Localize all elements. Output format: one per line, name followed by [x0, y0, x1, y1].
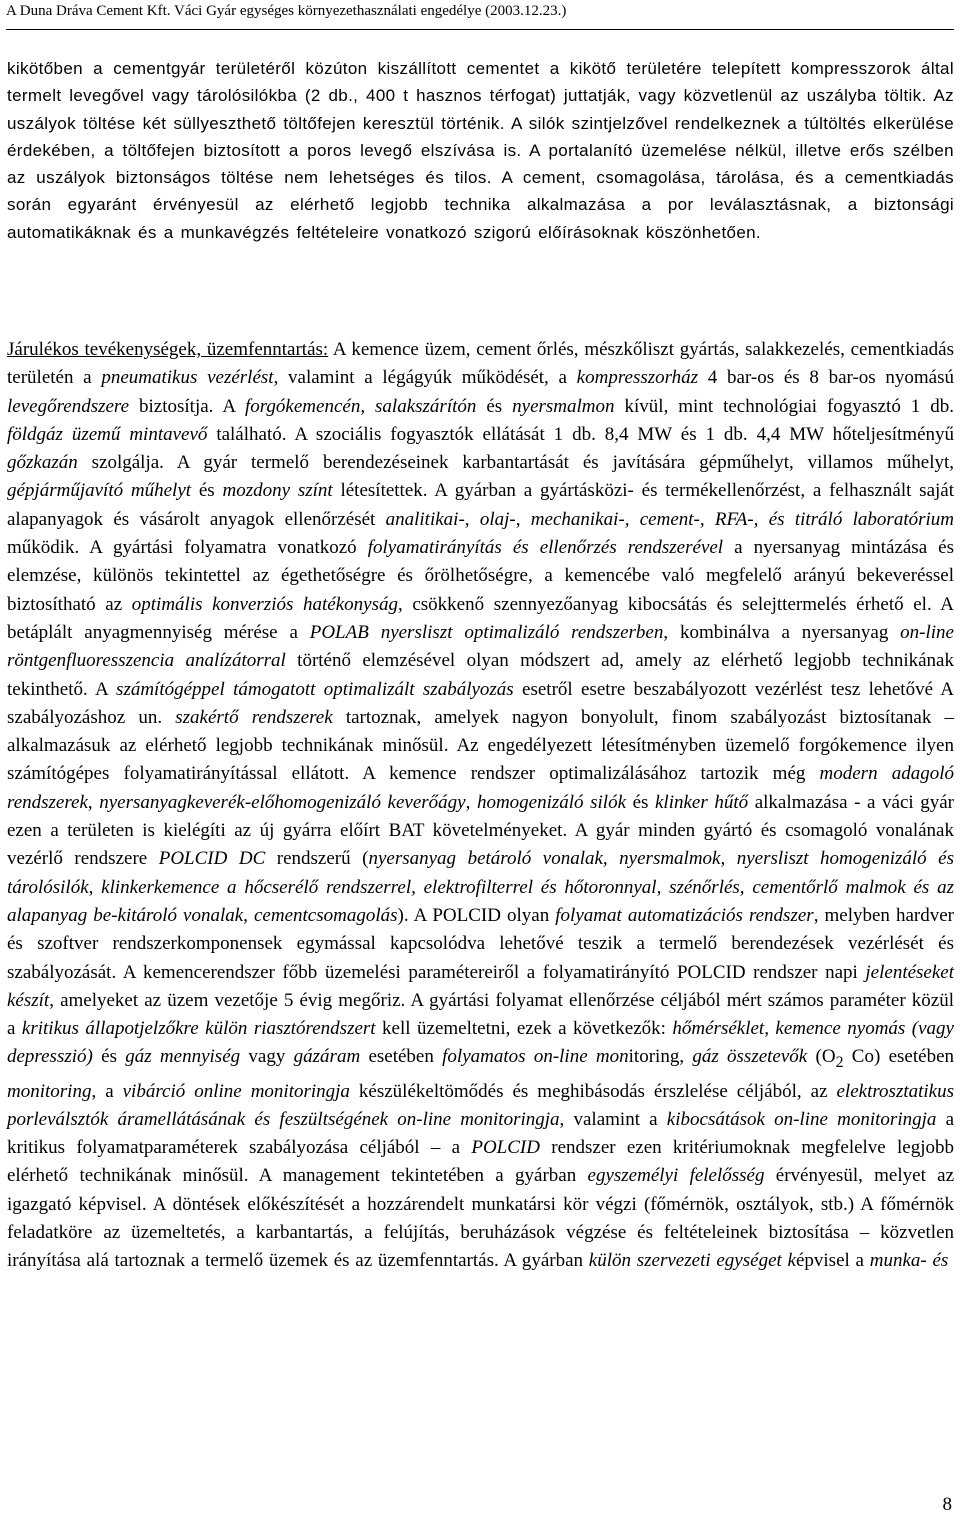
- section-heading: Járulékos tevékenységek, üzemfenntartás:: [7, 339, 329, 360]
- body-text: ,: [87, 791, 100, 813]
- body-text: esetében: [360, 1046, 443, 1068]
- section-paragraph: [7, 336, 954, 1276]
- body-text: 4 bar-os és 8 bar-os nyomású: [698, 367, 955, 389]
- body-text: a kritikus folyamatparaméterek szabályozása céljából – a: [7, 1108, 954, 1159]
- body-text: A kemence üzem, cement őrlés, mészkőliszt gyártás, salakkezelés, cementkiadás területén a: [7, 339, 954, 389]
- emphasis: nyersanyagkeverék-előhomogenizáló keverőágy: [99, 791, 466, 813]
- body-text: ,: [465, 791, 477, 813]
- body-text: , csökkenő szennyezőanyag kibocsátás és selejttermelés érhető el. A betáplált anyagmennyiség mérése a: [7, 593, 954, 643]
- body-text: Co) esetében: [843, 1046, 954, 1068]
- page-header: A Duna Dráva Cement Kft. Váci Gyár egységes környezethasználati engedélye (2003.12.23.): [6, 3, 567, 19]
- emphasis: gépjárműjavító műhelyt: [7, 480, 192, 502]
- emphasis: kibocsátások on-line monitoringja: [666, 1108, 937, 1130]
- body-text: a nyersanyag mintázása és elemzése, különös tekintettel az égethetőségre és őrölhetőségre, a kemencébe való megfelelő arányú bekeveréssel biztosítható az: [7, 537, 955, 615]
- emphasis: elektrosztatikus porleválsztók áramellátásának és feszültségének on-line monitoringja: [7, 1080, 954, 1130]
- body-text: kívül, mint technológiai fogyasztó 1 db.: [614, 395, 955, 417]
- body-text: , valamint a: [559, 1108, 667, 1130]
- emphasis: on-line röntgenfluoresszencia analízátorral: [7, 621, 954, 672]
- body-text: tartoznak, amelyek nagyon bonyolult, finom szabályozást biztosítanak – alkalmazásuk az elérhető legjobb technikának minősül. Az engedélyezett létesítményben üzemelő forgókemence ilyen számítógépes folyamatirányítással ellátott. A kemence rendszer optimalizálásához tartozik még: [7, 706, 955, 785]
- body-text: , amelyeket az üzem vezetője 5 évig megőriz. A gyártási folyamat ellenőrzése céljából mért számos paraméter közül a: [7, 989, 954, 1040]
- emphasis: számítógéppel támogatott optimalizált szabályozás: [116, 678, 514, 700]
- body-text: és: [92, 1046, 126, 1068]
- emphasis: mozdony színt: [222, 480, 333, 502]
- emphasis: külön szervezeti egységet: [588, 1250, 782, 1272]
- emphasis: k: [787, 1250, 796, 1272]
- body-text: , melyben hardver és szoftver rendszerkomponensek egymással kapcsolódva lehetővé teszik a termelő berendezések vezérlését és szabályozását. A kemencerendszer főbb üzemelési paramétereiről a folyamatirányító POLCID rendszer napi: [7, 904, 954, 983]
- body-text: történő elemzésével olyan módszert ad, amely az elérhető legjobb technikának tekinthető. A: [7, 650, 954, 700]
- body-text: biztosítja. A: [129, 395, 245, 417]
- emphasis: folyamatirányítás és ellenőrzés rendszerével: [367, 537, 724, 559]
- body-text: , a: [91, 1080, 123, 1102]
- emphasis: földgáz üzemű mintavevő: [7, 423, 208, 445]
- emphasis: forgókemencén, salakszárítón: [244, 395, 477, 417]
- body-text: és: [626, 791, 655, 813]
- emphasis: gáz mennyiség: [125, 1046, 241, 1068]
- body-text: épvisel a: [795, 1250, 870, 1272]
- emphasis: munka- és: [869, 1250, 949, 1272]
- body-text: érvényesül, melyet az igazgató képvisel. A döntések előkészítését a hozzárendelt munkatársi kör végzi (főmérnök, osztályok, stb.) A főmérnök feladatköre az üzemeltetés, a karbantartás, a felújítás, beruházások végzése és feltételeinek biztosítása – közvetlen irányítása alá tartoznak a termelő üzemek és az üzemfenntartás. A gyárban: [7, 1165, 955, 1272]
- body-text: és: [191, 480, 223, 502]
- page-number: 8: [942, 1494, 952, 1515]
- emphasis: levegőrendszere: [7, 395, 130, 417]
- intro-text-1: kikötőben a cementgyár területéről közúton kiszállított cementet a kikötő területére telepített kompresszorok által termelt levegővel vagy tárolósilókba (2 db., 400 t hasznos térfogat) juttatják, vagy közvetlenül az uszályba töltik. Az uszályok töltése két süllyeszthető töltőfejen keresztül történik. A silók szintjelzővel rendelkeznek a túltöltés elkerülése érdekében, a töltőfejen biztosított a poros levegő elszívása is. A portalanító üzemelése nélkül, illetve erős szélben az uszályok biztonságos töltése nem lehetséges és tilos.: [7, 59, 954, 188]
- emphasis: POLCID: [471, 1137, 540, 1159]
- body-text: létesítettek. A gyárban a gyártásközi- és termékellenőrzést, a felhasznált saját alapanyagok és vásárolt anyagok ellenőrzését: [7, 480, 954, 530]
- emphasis: homogenizáló silók: [476, 791, 627, 813]
- body-text: , valamint a légágyúk működését, a: [273, 367, 577, 389]
- emphasis: nyersmalmon: [512, 395, 615, 417]
- emphasis: POLCID DC: [158, 848, 266, 870]
- emphasis: analitikai-, olaj-, mechanikai-, cement-, RFA-, és titráló laboratórium: [385, 508, 954, 530]
- emphasis: gázáram: [293, 1046, 361, 1068]
- emphasis: nyersanyag betároló vonalak, nyersmalmok, nyersliszt homogenizáló és tárolósilók, klinkerkemence a hőcserélő rendszerrel, elektrofilterrel és hőtoronnyal, szénőrlés, cementőrlő malmok és az alapanyag be-kitároló vonalak, cementcsomagolás: [7, 848, 954, 926]
- emphasis: modern adagoló rendszerek: [7, 763, 954, 813]
- emphasis: POLAB nyersliszt optimalizáló rendszerben: [309, 621, 664, 643]
- body-text: és: [476, 395, 513, 417]
- emphasis: gőzkazán: [7, 452, 78, 474]
- header-rule: [6, 29, 954, 30]
- emphasis: szakértő rendszerek: [175, 706, 333, 728]
- body-text: rendszer ezen kritériumoknak megfelelve legjobb elérhető technikának minősül. A management tekintetében a gyárban: [7, 1137, 955, 1187]
- emphasis: kompresszorház: [576, 367, 699, 389]
- body-text: szolgálja. A gyár termelő berendezéseinek karbantartását és javítására gépműhelyt, villamos műhelyt,: [77, 452, 954, 474]
- body-text: , kombinálva a nyersanyag: [663, 621, 901, 643]
- body-text: működik. A gyártási folyamatra vonatkozó: [7, 537, 368, 559]
- emphasis: klinker hűtő: [655, 791, 749, 813]
- emphasis: pneumatikus vezérlést: [101, 367, 274, 389]
- body-text: esetről esetre beszabályozott vezérlést tesz lehetővé A szabályozáshoz un.: [7, 678, 955, 728]
- subscript: 2: [835, 1054, 844, 1072]
- emphasis: hőmérséklet, kemence nyomás (vagy depresszió): [7, 1018, 954, 1068]
- body-text: (O: [807, 1046, 836, 1068]
- body-text: ). A POLCID olyan: [397, 904, 556, 926]
- body-text: készülékeltömődés és meghibásodás érszlelése céljából, az: [349, 1080, 837, 1102]
- body-text: itoring,: [628, 1046, 693, 1068]
- emphasis: gáz összetevők: [692, 1046, 808, 1068]
- emphasis: vibárció online monitoringja: [122, 1080, 350, 1102]
- body-text: rendszerű (: [265, 848, 369, 870]
- emphasis: optimális konverziós hatékonyság: [131, 593, 398, 615]
- emphasis: folyamatos on-line mon: [442, 1046, 629, 1068]
- emphasis: folyamat automatizációs rendszer: [555, 904, 814, 926]
- emphasis: monitoring: [7, 1080, 92, 1102]
- emphasis: kritikus állapotjelzőkre külön riasztórendszert: [21, 1018, 376, 1040]
- body-text: kell üzemeltetni, ezek a következők:: [375, 1018, 673, 1040]
- emphasis: egyszemélyi felelősség: [587, 1165, 765, 1187]
- body-text: alkalmazása - a váci gyár ezen a területen is kielégíti az új gyárra előírt BAT követelményeket. A gyár minden gyártó és csomagoló vonalának vezérlő rendszere: [7, 791, 954, 870]
- emphasis: jelentéseket készít: [7, 961, 954, 1011]
- body-text: vagy: [240, 1046, 294, 1068]
- intro-text-2: A cement, csomagolása, tárolása, és a cementkiadás során egyaránt érvényesül az elérhető legjobb technika alkalmazása a por leválasztásnak, a biztonsági automatikáknak és a munkavégzés feltételeire vonatkozó szigorú előírásoknak köszönhetően.: [7, 168, 954, 242]
- body-text: található. A szociális fogyasztók ellátását 1 db. 8,4 MW és 1 db. 4,4 MW hőteljesítményű: [207, 423, 955, 445]
- intro-paragraph: [7, 55, 954, 246]
